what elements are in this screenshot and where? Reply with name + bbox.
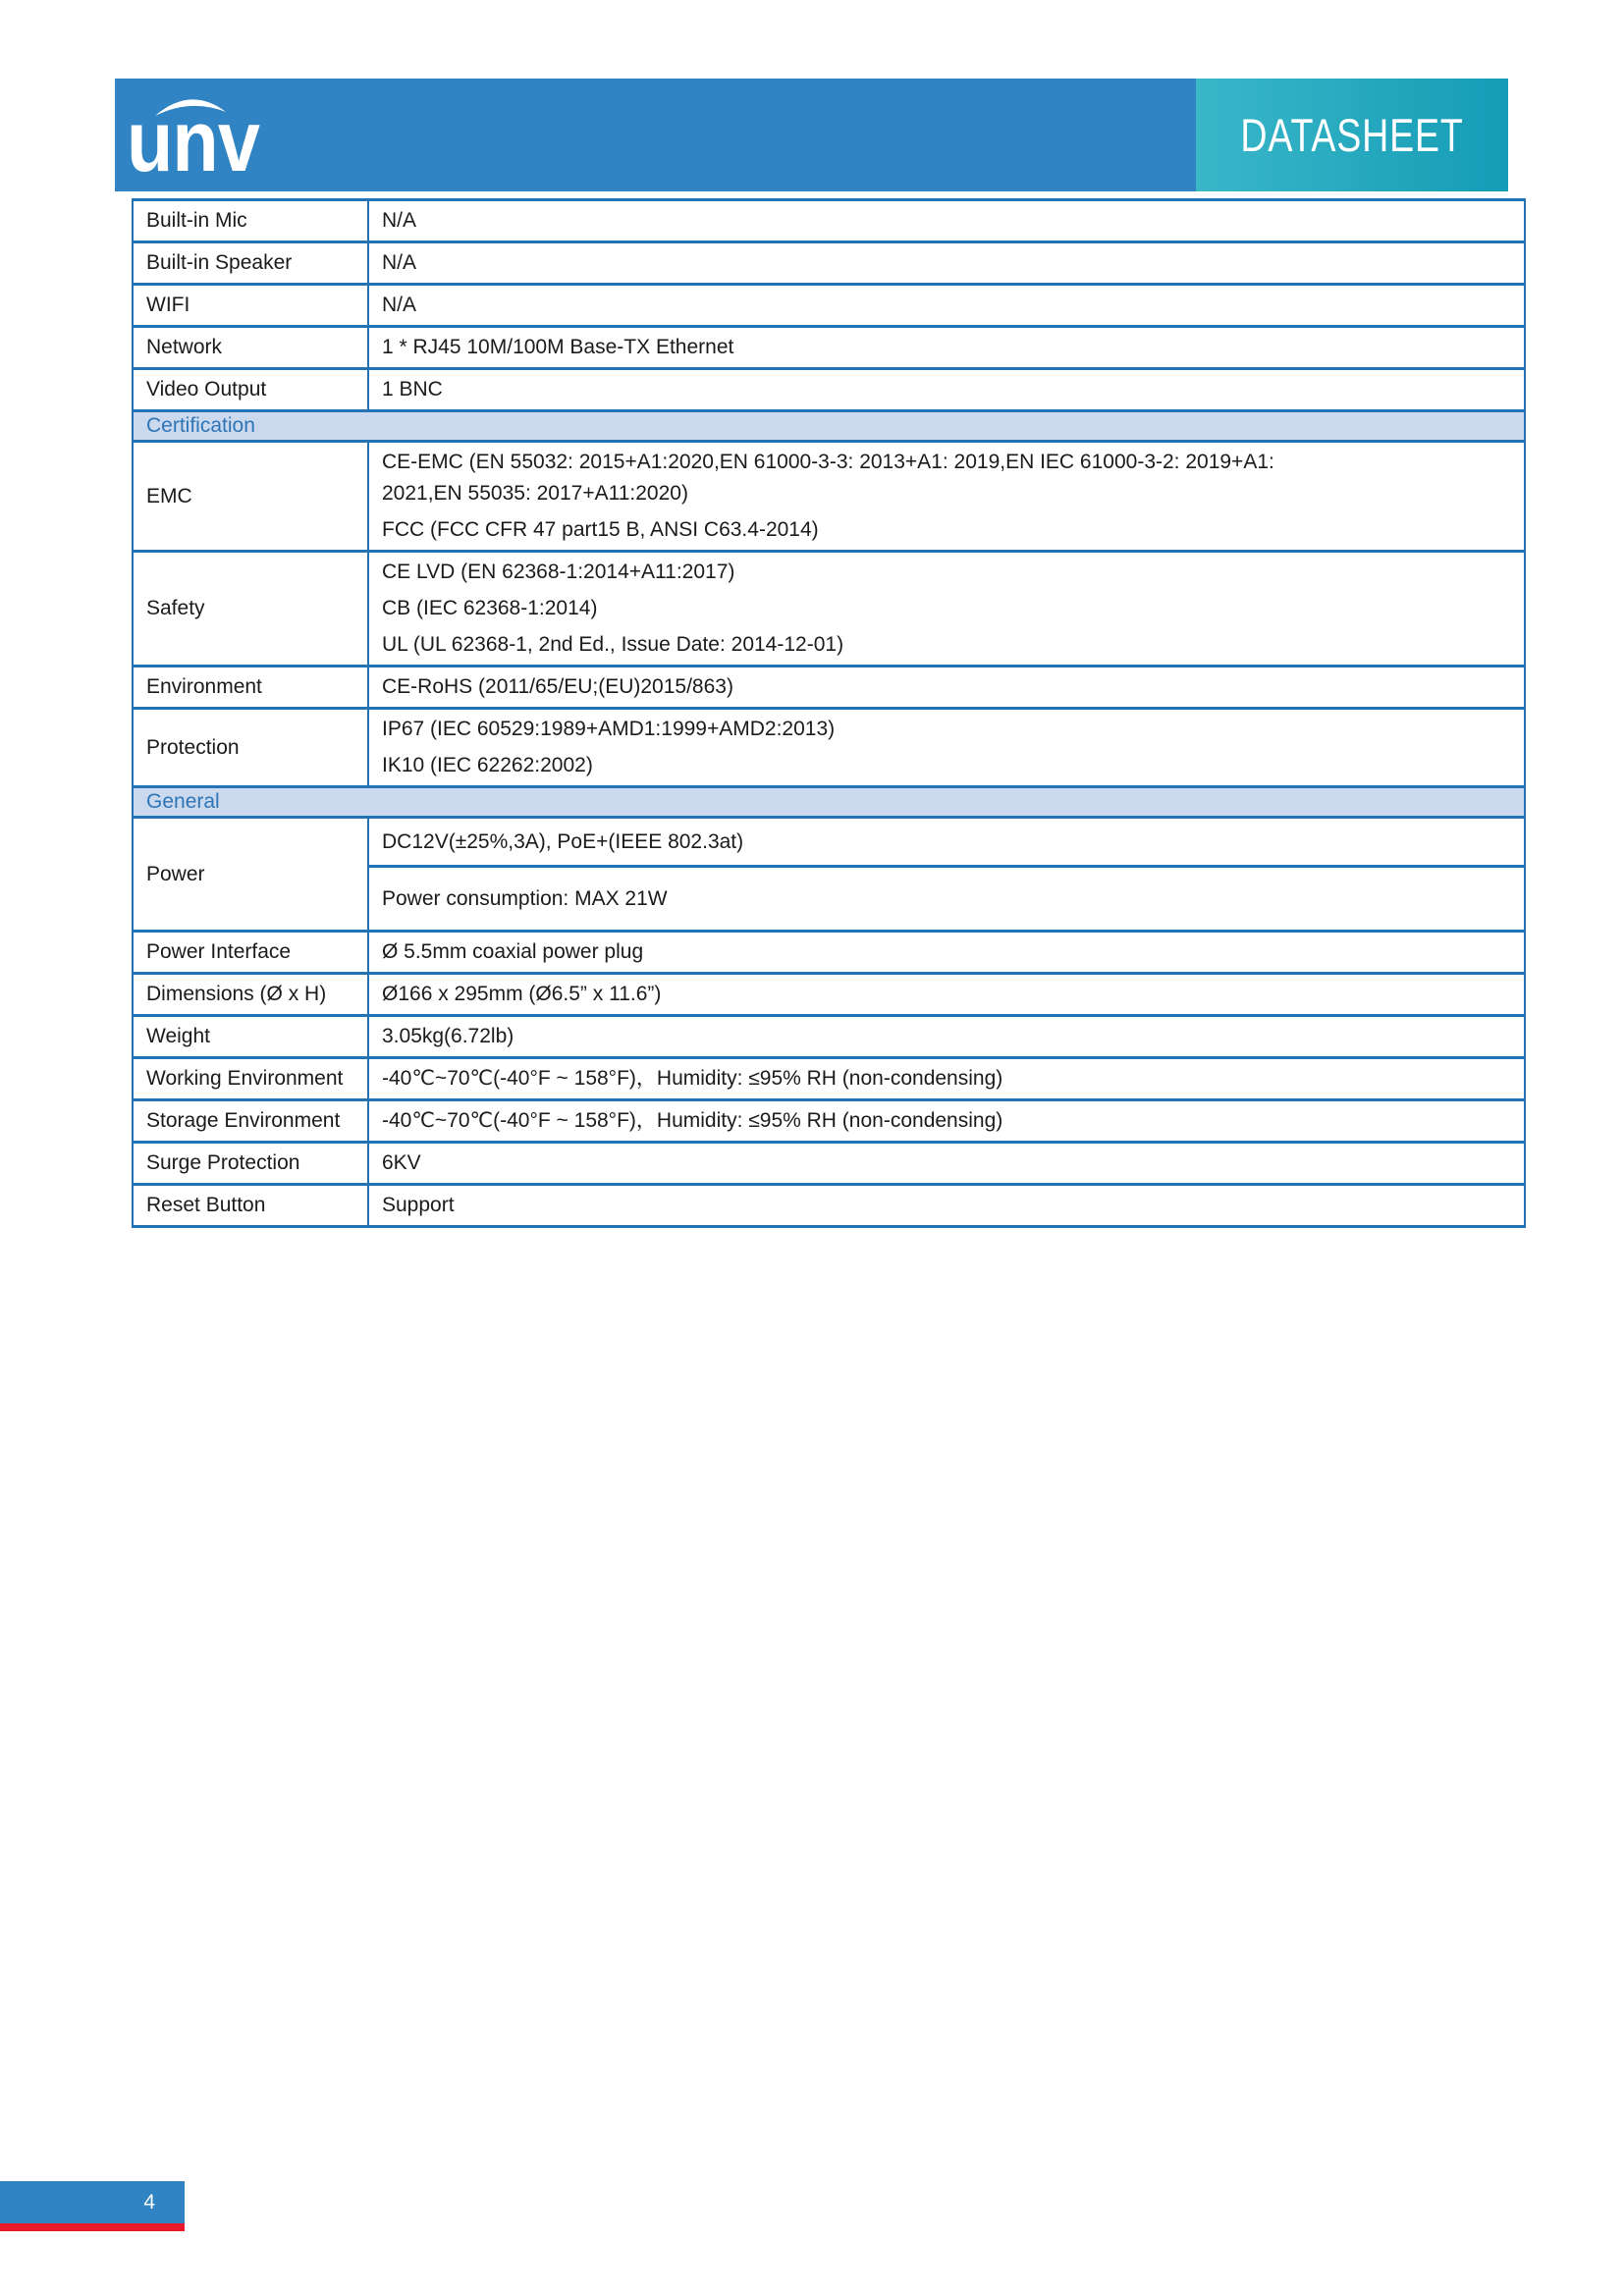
row-value [368,1143,1525,1185]
value-line: UL (UL 62368-1, 2nd Ed., Issue Date: 2014-12-01) [382,633,844,656]
row-value [368,709,1525,787]
footer-red-line [0,2223,185,2231]
table-row-built-in-speaker [133,242,1525,285]
row-label: Power Interface [133,932,368,974]
value-line: -40℃~70℃(-40°F ~ 158°F)，Humidity: ≤95% RH (non-condensing) [382,1067,1003,1090]
value-line: 3.05kg(6.72lb) [382,1025,514,1047]
row-value [368,932,1525,974]
section-header-row-certification [133,411,1525,442]
row-value [368,369,1525,411]
row-label: Video Output [133,369,368,411]
row-label: Built-in Mic [133,200,368,242]
value-line: -40℃~70℃(-40°F ~ 158°F)，Humidity: ≤95% RH (non-condensing) [382,1109,1003,1132]
row-value [368,667,1525,709]
row-value [368,1058,1525,1100]
value-line: Power consumption: MAX 21W [382,886,668,910]
value-line: DC12V(±25%,3A), PoE+(IEEE 802.3at) [382,829,744,853]
row-value [368,1100,1525,1143]
value-line: CE-RoHS (2011/65/EU;(EU)2015/863) [382,675,733,698]
table-row-wifi [133,285,1525,327]
value-line: IP67 (IEC 60529:1989+AMD1:1999+AMD2:2013) [382,718,836,740]
spec-table-body [133,200,1525,1227]
row-value [368,442,1525,552]
datasheet-badge [1196,79,1508,191]
value-line: IK10 (IEC 62262:2002) [382,754,593,776]
row-label: Protection [133,709,368,787]
row-label: Working Environment [133,1058,368,1100]
value-line: Support [382,1194,455,1216]
row-label: Dimensions (Ø x H) [133,974,368,1016]
section-title: General [133,787,1525,818]
value-line: Ø166 x 295mm (Ø6.5” x 11.6”) [382,983,662,1005]
table-row-reset-button [133,1185,1525,1227]
page-header [115,79,1508,191]
row-value [368,242,1525,285]
page-number-bar [0,2181,185,2223]
row-value [368,285,1525,327]
value-line: 1 BNC [382,378,443,400]
row-label: Network [133,327,368,369]
table-row-power-interface [133,932,1525,974]
table-row-environment [133,667,1525,709]
row-label: EMC [133,442,368,552]
row-value [368,974,1525,1016]
table-row-surge-protection [133,1143,1525,1185]
row-label: Reset Button [133,1185,368,1227]
table-row-dimensions-x-h [133,974,1525,1016]
page-number: 4 [143,2191,155,2214]
row-value [368,327,1525,369]
table-row-power [133,818,1525,867]
value-line: Ø 5.5mm coaxial power plug [382,940,644,963]
value-line: N/A [382,251,417,274]
table-row-weight [133,1016,1525,1058]
spec-table [132,198,1526,1228]
table-row-storage-environment [133,1100,1525,1143]
section-title: Certification [133,411,1525,442]
value-line: CE LVD (EN 62368-1:2014+A11:2017) [382,561,735,583]
row-label: Weight [133,1016,368,1058]
value-line: N/A [382,209,417,232]
value-line: 6KV [382,1151,421,1174]
row-label: WIFI [133,285,368,327]
value-line: N/A [382,294,417,316]
table-row-protection [133,709,1525,787]
row-value [368,1016,1525,1058]
table-row-safety [133,552,1525,667]
table-row-emc [133,442,1525,552]
row-label: Surge Protection [133,1143,368,1185]
table-row-working-environment [133,1058,1525,1100]
datasheet-label: DATASHEET [1240,109,1464,161]
row-label: Power [133,818,368,932]
value-line: 1 * RJ45 10M/100M Base-TX Ethernet [382,336,734,358]
row-value [368,867,1525,932]
section-header-row-general [133,787,1525,818]
value-line: FCC (FCC CFR 47 part15 B, ANSI C63.4-2014) [382,518,819,541]
row-value [368,200,1525,242]
value-line: CB (IEC 62368-1:2014) [382,597,598,619]
row-value [368,1185,1525,1227]
row-value [368,552,1525,667]
table-row-built-in-mic [133,200,1525,242]
row-label: Storage Environment [133,1100,368,1143]
unv-logo [127,94,303,187]
table-row-network [133,327,1525,369]
value-line: CE-EMC (EN 55032: 2015+A1:2020,EN 61000-3-3: 2013+A1: 2019,EN IEC 61000-3-2: 2019+A1: 2021,EN 55035: 2017+A11:2020) [382,451,1274,505]
row-value [368,818,1525,867]
logo-text: unv [127,92,260,189]
row-label: Safety [133,552,368,667]
row-label: Built-in Speaker [133,242,368,285]
table-row-video-output [133,369,1525,411]
row-label: Environment [133,667,368,709]
